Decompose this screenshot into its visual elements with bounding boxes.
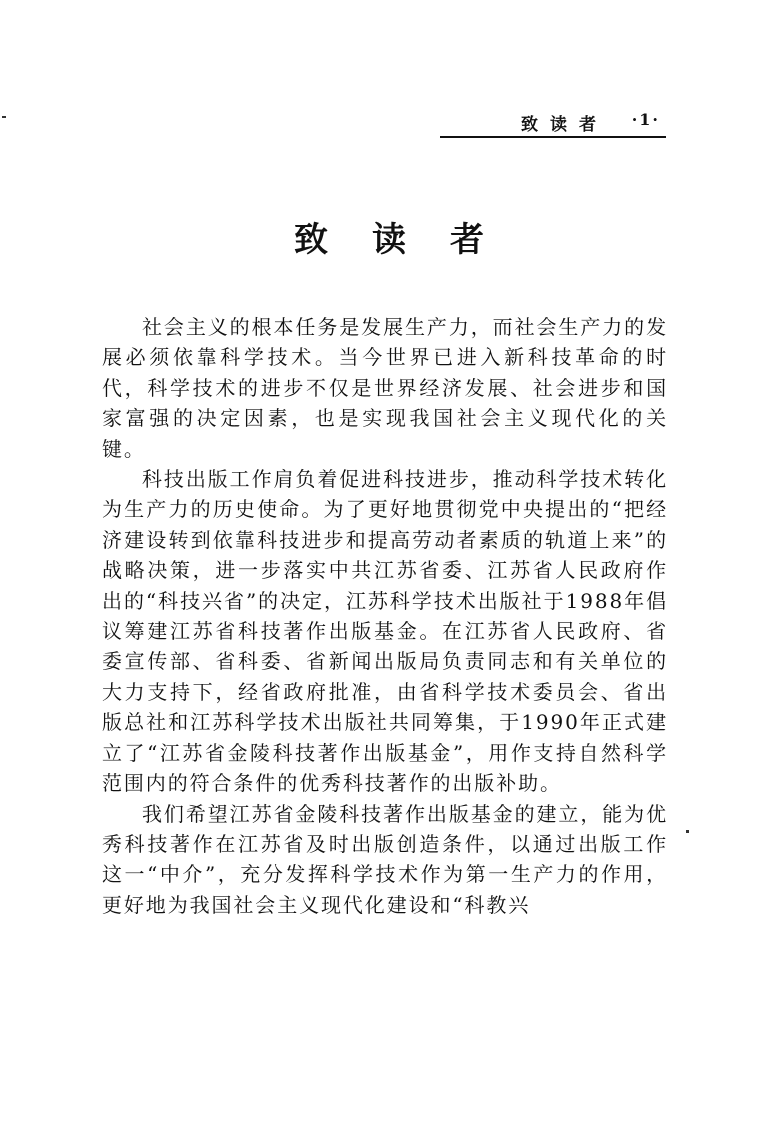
scan-artifact-dot [686, 830, 689, 833]
page-title: 致读者 [294, 220, 528, 260]
running-header-title: 致读者 [521, 115, 608, 135]
running-header [440, 104, 666, 138]
body-text [102, 312, 668, 920]
paragraph: 我们希望江苏省金陵科技著作出版基金的建立，能为优秀科技著作在江苏省及时出版创造条件，以通过出版工作这一“中介”，充分发挥科学技术作为第一生产力的作用，更好地为我国社会主义现代化建设和“科教兴 [102, 801, 668, 917]
scan-artifact-mark [2, 116, 6, 118]
page-number: ·1· [631, 110, 660, 129]
paragraph: 社会主义的根本任务是发展生产力，而社会生产力的发展必须依靠科学技术。当今世界已进入新科技革命的时代，科学技术的进步不仅是世界经济发展、社会进步和国家富强的决定因素，也是实现我国社会主义现代化的关键。 [102, 315, 668, 461]
paragraph: 科技出版工作肩负着促进科技进步，推动科学技术转化为生产力的历史使命。为了更好地贯彻党中央提出的“把经济建设转到依靠科技进步和提高劳动者素质的轨道上来”的战略决策，进一步落实中共江苏省委、江苏省人民政府作出的“科技兴省”的决定，江苏科学技术出版社于1988年倡议筹建江苏省科技著作出版基金。在江苏省人民政府、省委宣传部、省科委、省新闻出版局负责同志和有关单位的大力支持下，经省政府批准，由省科学技术委员会、省出版总社和江苏科学技术出版社共同筹集，于1990年正式建立了“江苏省金陵科技著作出版基金”，用作支持自然科学范围内的符合条件的优秀科技著作的出版补助。 [102, 467, 668, 796]
